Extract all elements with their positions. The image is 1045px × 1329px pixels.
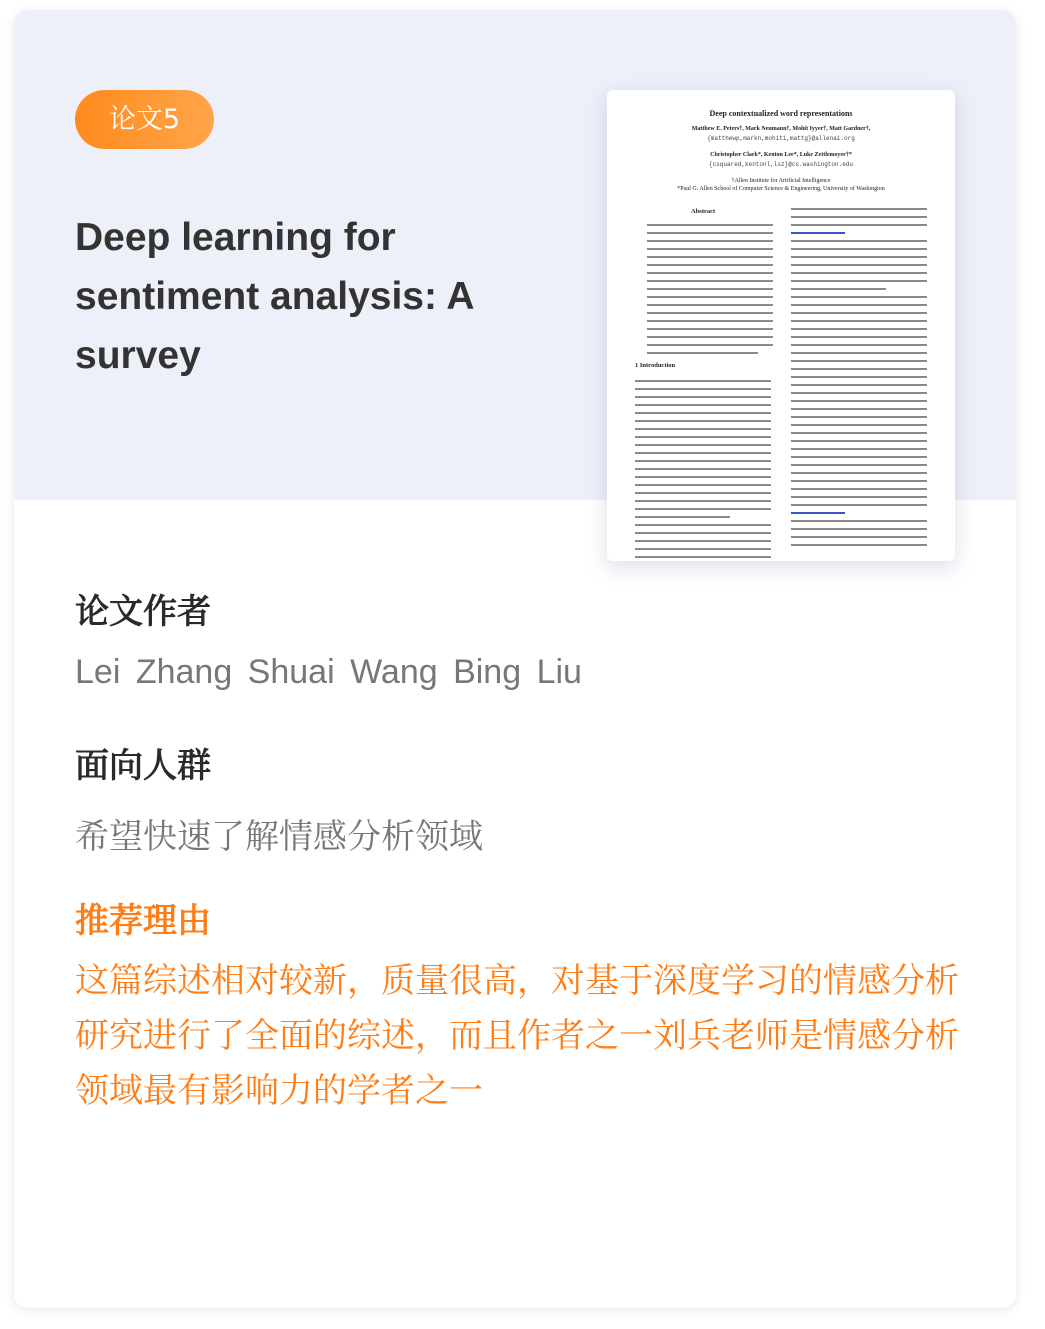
audience-heading: 面向人群	[75, 746, 211, 786]
paper-title: Deep learning for sentiment analysis: A survey	[75, 216, 474, 377]
reason-heading: 推荐理由	[75, 901, 211, 941]
reason-section	[75, 893, 965, 1119]
authors-heading: 论文作者	[75, 592, 211, 632]
paper-card	[14, 10, 1016, 1308]
audience-section	[75, 738, 483, 858]
audience-value: 希望快速了解情感分析领域	[75, 817, 483, 857]
preview-right-column	[791, 208, 927, 552]
authors-section	[75, 584, 582, 692]
reason-text: 这篇综述相对较新，质量很高，对基于深度学习的情感分析研究进行了全面的综述，而且作者之一刘兵老师是情感分析领域最有影响力的学者之一	[75, 961, 959, 1111]
paper-preview-thumbnail[interactable]	[607, 90, 955, 561]
preview-left-column	[635, 380, 771, 561]
preview-affil-2: *Paul G. Allen School of Computer Science & Engineering, University of Washington	[677, 186, 885, 192]
preview-abstract-text	[647, 224, 773, 360]
preview-emails-2: {csquared,kentonl,lsz}@cs.washington.edu	[708, 161, 854, 168]
preview-title: Deep contextualized word representations	[709, 109, 853, 118]
paper-number-badge: 论文5	[75, 90, 214, 149]
preview-abstract-heading: Abstract	[691, 208, 716, 215]
preview-authors-1: Matthew E. Peters†, Mark Neumann†, Mohit Iyyer†, Matt Gardner†,	[691, 126, 871, 132]
preview-affil-1: †Allen Institute for Artificial Intelligence	[731, 178, 831, 184]
preview-authors-2: Christopher Clark*, Kenton Lee*, Luke Zettlemoyer†*	[710, 152, 852, 158]
authors-list: Lei Zhang Shuai Wang Bing Liu	[75, 653, 582, 691]
preview-intro-heading: 1 Introduction	[635, 362, 676, 369]
preview-emails-1: {matthewp,markn,mohiti,mattg}@allenai.org	[707, 135, 855, 142]
